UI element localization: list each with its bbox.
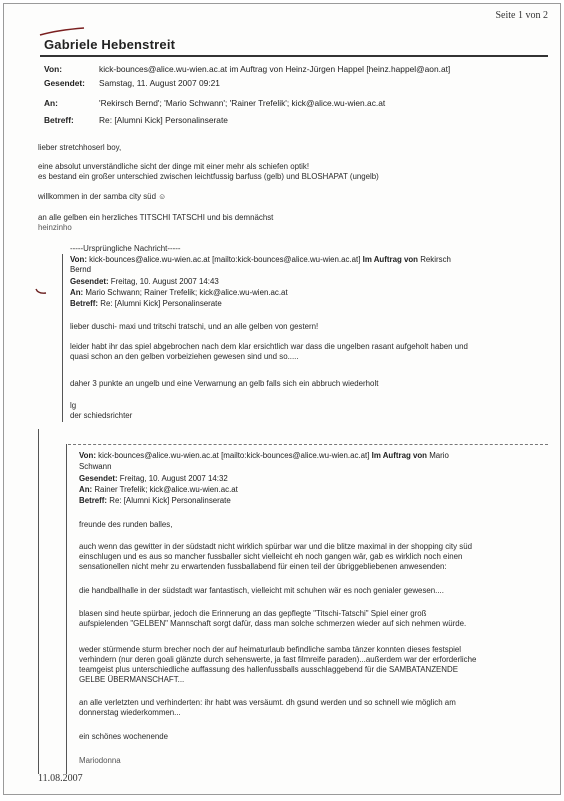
quote2-line: an alle verletzten und verhinderten: ihr habt was versäumt. dh gsund werden und so schnell wie möglich am	[79, 698, 456, 707]
quote1-gesendet	[70, 277, 219, 287]
q2-an-value: Rainer Trefelik; kick@alice.wu-wien.ac.at	[94, 485, 238, 494]
quote-bar	[62, 254, 63, 422]
body-line: lieber stretchhoserl boy,	[38, 143, 122, 152]
quote2-an	[79, 485, 238, 495]
header-an	[44, 98, 385, 109]
quote2-line: ein schönes wochenende	[79, 732, 169, 741]
q2-an-label: An:	[79, 485, 93, 494]
quote2-line: weder stürmende sturm brecher noch der auf heimaturlaub befindliche samba tänzer konnten dieses festspiel	[79, 645, 462, 654]
quote1-line: der schiedsrichter	[70, 411, 133, 420]
quote1-line: leider habt ihr das spiel abgebrochen nach dem klar ersichtlich war dass die ungelben rasant aufgeholt haben und	[70, 342, 468, 351]
q2-von-value: kick-bounces@alice.wu-wien.ac.at [mailto:kick-bounces@alice.wu-wien.ac.at]	[98, 451, 370, 460]
q1-betreff-label: Betreff:	[70, 299, 99, 308]
q1-im-auftrag: Im Auftrag von	[362, 255, 419, 264]
header-von	[44, 64, 450, 75]
quote2-signature: Mariodonna	[79, 756, 121, 765]
quote2-betreff	[79, 496, 231, 506]
q2-von-label: Von:	[79, 451, 96, 460]
page-number: Seite 1 von 2	[495, 10, 548, 21]
quote2-line: aufspielenden "GELBEN" Mannschaft sorgt dafür, dass man solche schmerzen wieder auf sich nehmen würde.	[79, 619, 467, 628]
q1-an-label: An:	[70, 288, 84, 297]
header-betreff	[44, 115, 228, 126]
q2-im-auftrag: Im Auftrag von	[371, 451, 428, 460]
scanned-document-page	[3, 3, 561, 795]
body-line: willkommen in der samba city süd ☺	[38, 192, 167, 201]
header-gesendet	[44, 78, 220, 89]
footer-date: 11.08.2007	[38, 773, 83, 784]
quote2-line: einschlugen und es aus so mancher fussballer sicht vielleicht eh noch gangen wär, gab es wirklich noch einen	[79, 552, 463, 561]
von-label: Von:	[44, 64, 62, 74]
quote1-line: lieber duschi- maxi und tritschi tratschi, und an alle gelben von gestern!	[70, 322, 319, 331]
body-line: es bestand ein großer unterschied zwischen leichtfussig barfuss (gelb) und BLOSHAPAT (ungelb)	[38, 172, 379, 181]
quote2-divider	[68, 444, 548, 445]
quote-bar-inner	[66, 444, 67, 774]
quote2-line: GELBE ÜBERMANSCHAFT...	[79, 675, 185, 684]
q1-betreff-value: Re: [Alumni Kick] Personalinserate	[100, 299, 222, 308]
quote2-line: verhindern (nur deren goali glänzte durch sehenswerte, ja fast filmreife paraden)...außerdem war der erforderliche	[79, 655, 477, 664]
betreff-value: Re: [Alumni Kick] Personalinserate	[99, 115, 228, 125]
q2-gesendet-value: Freitag, 10. August 2007 14:32	[119, 474, 228, 483]
q1-von-name: Rekirsch	[420, 255, 451, 264]
quote-bar-outer	[38, 429, 39, 774]
q2-betreff-label: Betreff:	[79, 496, 108, 505]
quote2-line: blasen sind heute spürbar, jedoch die Erinnerung an das gepflegte "Titschi-Tatschi" Spiel einer groß	[79, 609, 427, 618]
q1-gesendet-label: Gesendet:	[70, 277, 109, 286]
q1-von-value: kick-bounces@alice.wu-wien.ac.at [mailto:kick-bounces@alice.wu-wien.ac.at]	[89, 255, 361, 264]
quote2-line: donnerstag wiederkommen...	[79, 708, 181, 717]
quote1-line: quasi schon an den gelben vorbeiziehen gewesen sind und so.....	[70, 352, 299, 361]
q2-betreff-value: Re: [Alumni Kick] Personalinserate	[109, 496, 231, 505]
q1-von-label: Von:	[70, 255, 87, 264]
quote1-an	[70, 288, 288, 298]
body-line: eine absolut unverständliche sicht der dinge mit einer mehr als schiefen optik!	[38, 162, 310, 171]
pen-stroke-mark	[38, 27, 86, 37]
pen-mark-2	[34, 287, 48, 297]
quote1-line: lg	[70, 401, 77, 410]
quote1-von	[70, 255, 451, 265]
quote2-line: sensationellen nicht mehr zu erwartenden fussballabend für einen teil der übriggebliebenen anwesenden:	[79, 562, 447, 571]
quote1-betreff	[70, 299, 222, 309]
original-message-marker: -----Ursprüngliche Nachricht-----	[70, 244, 181, 253]
an-value: 'Rekirsch Bernd'; 'Mario Schwann'; 'Rainer Trefelik'; kick@alice.wu-wien.ac.at	[99, 98, 386, 108]
quote2-line: auch wenn das gewitter in der südstadt nicht wirklich spürbar war und die blitze maximal in der shopping city süd	[79, 542, 472, 551]
body-line: an alle gelben ein herzliches TITSCHI TATSCHI und bis demnächst	[38, 213, 274, 222]
gesendet-label: Gesendet:	[44, 78, 85, 88]
quote2-gesendet	[79, 474, 228, 484]
quote2-line: freunde des runden balles,	[79, 520, 173, 529]
quote2-line: die handballhalle in der südstadt war fantastisch, vielleicht mit schuhen wär es noch genialer gewesen....	[79, 586, 444, 595]
q1-gesendet-value: Freitag, 10. August 2007 14:43	[110, 277, 219, 286]
q1-an-value: Mario Schwann; Rainer Trefelik; kick@alice.wu-wien.ac.at	[85, 288, 288, 297]
q2-von-name-2: Schwann	[79, 462, 112, 471]
quote2-von	[79, 451, 449, 461]
betreff-label: Betreff:	[44, 115, 74, 125]
quote2-line: teamgeist plus unterschiedliche auffassung des hallenfussballs ausschlaggebend für die SAMBATANZENDE	[79, 665, 458, 674]
von-value: kick-bounces@alice.wu-wien.ac.at im Auftrag von Heinz-Jürgen Happel [heinz.happel@aon.at]	[99, 64, 451, 74]
q1-von-name-2: Bernd	[70, 265, 92, 274]
header-rule	[40, 55, 548, 57]
sender-name: Gabriele Hebenstreit	[44, 37, 176, 52]
signature: heinzinho	[38, 223, 72, 232]
q2-gesendet-label: Gesendet:	[79, 474, 118, 483]
quote1-line: daher 3 punkte an ungelb und eine Verwarnung an gelb falls sich ein abbruch wiederholt	[70, 379, 379, 388]
an-label: An:	[44, 98, 58, 108]
q2-von-name: Mario	[429, 451, 449, 460]
gesendet-value: Samstag, 11. August 2007 09:21	[99, 78, 220, 88]
